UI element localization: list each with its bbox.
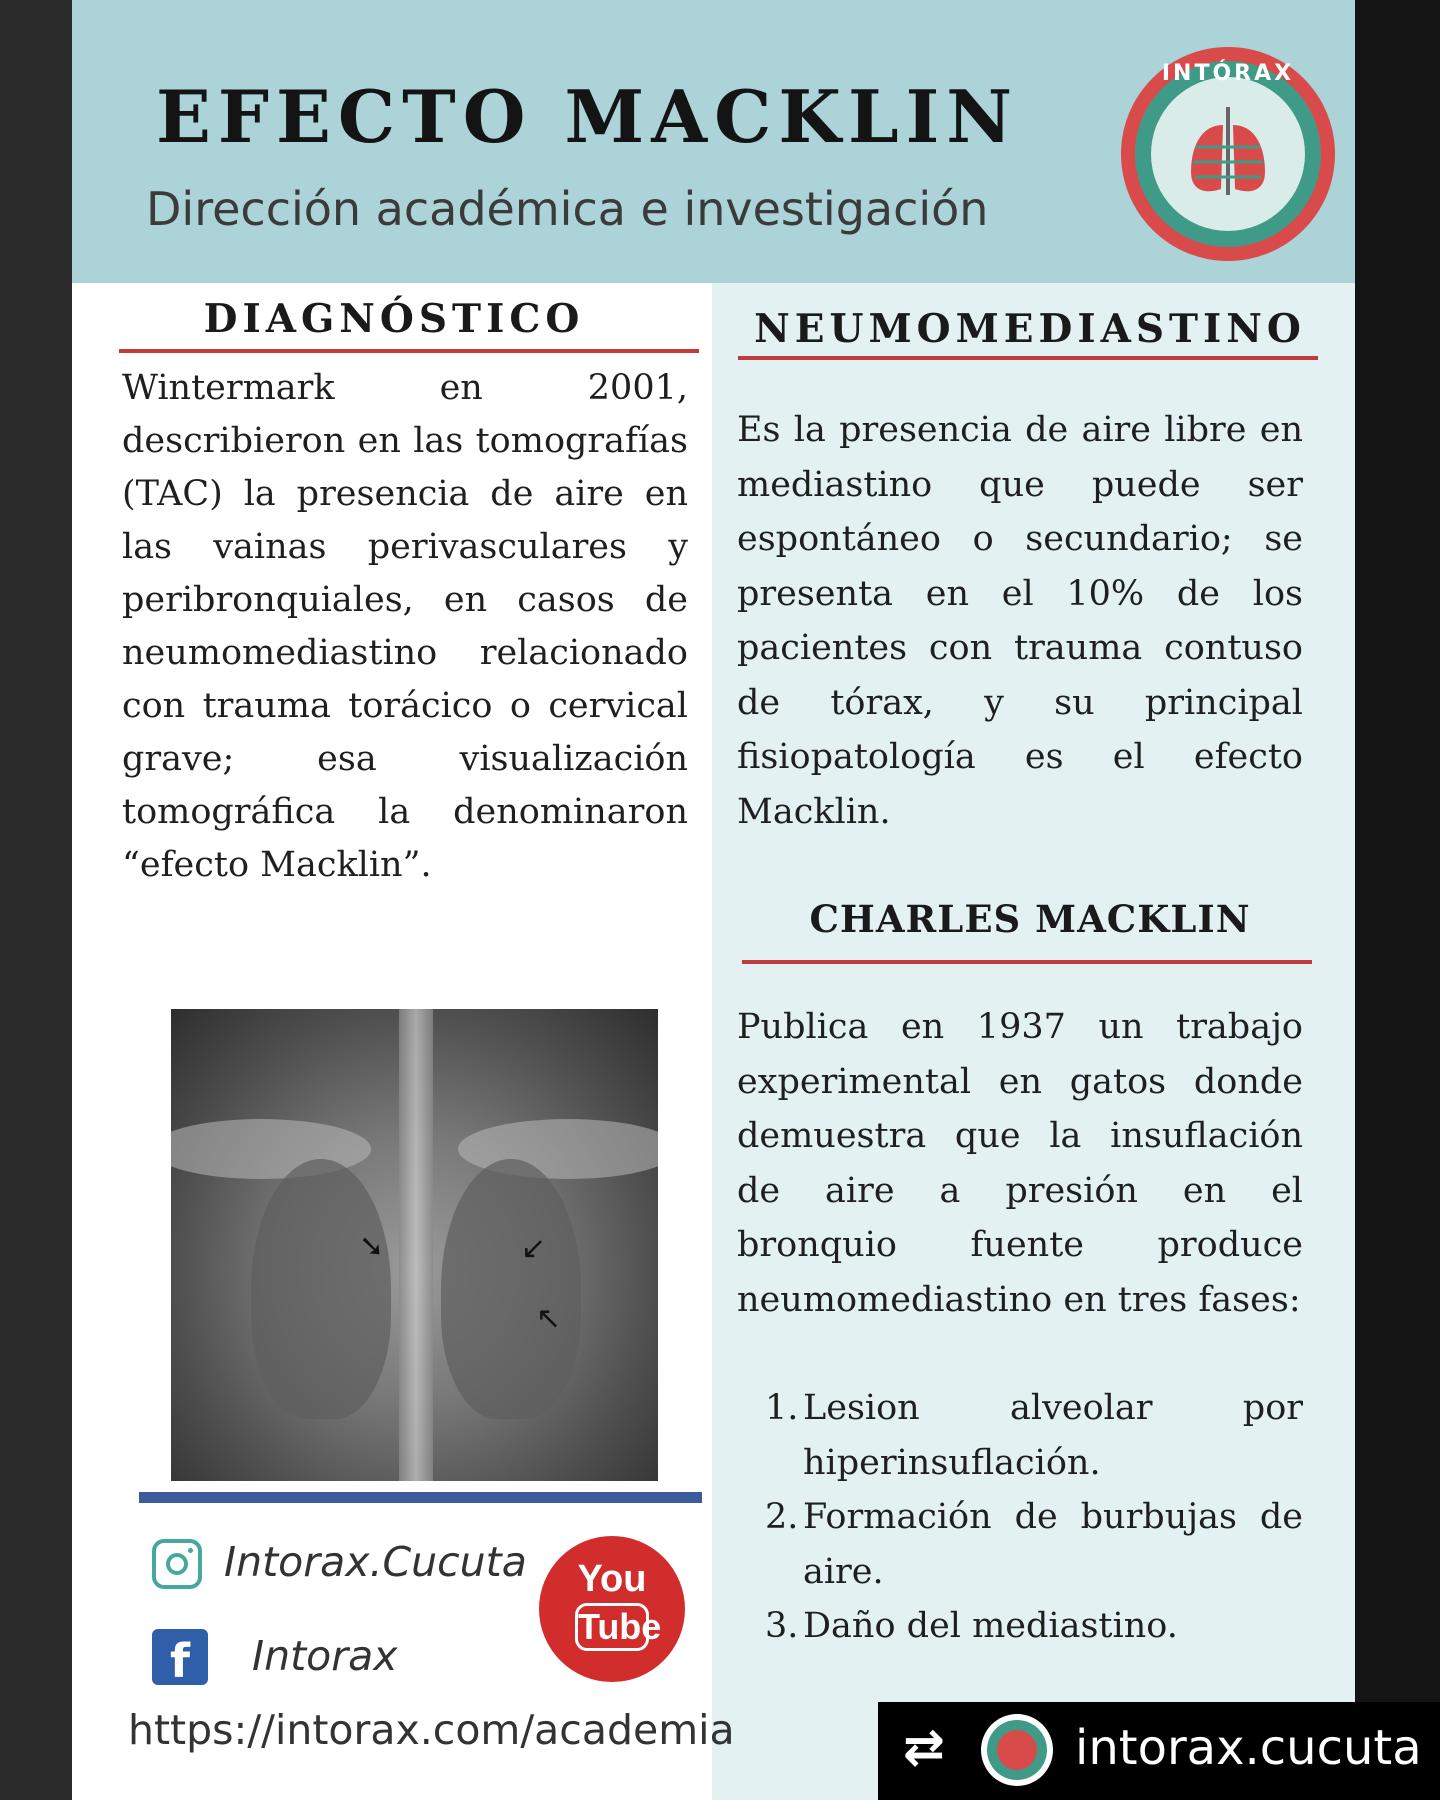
phase-3-text: Daño del mediastino. [803,1606,1178,1646]
charles-macklin-rule [742,960,1312,964]
diagnostico-text: Wintermark en 2001, describieron en las tomografías (TAC) la presencia de aire en las vainas perivasculares y peribronquiales, en casos de neumomediastino relacionado con trauma torácico o cervical grave; esa visualización tomográfica la denominaron “efecto Macklin”. [122,368,688,885]
phase-2-text: Formación de burbujas de aire. [803,1497,1303,1592]
instagram-dot [188,1548,193,1553]
background-left-edge [0,0,72,1800]
chest-xray-image [171,1009,658,1481]
charles-macklin-heading: CHARLES MACKLIN [809,897,1251,941]
logo-label: INTÓRAX [1161,61,1295,86]
xray-arrow-icon: ➘ [359,1229,385,1264]
youtube-tube-text: Tube [575,1603,649,1651]
xray-right-lung [441,1159,581,1419]
diagnostico-heading: DIAGNÓSTICO [203,296,585,342]
background-right-edge [1355,0,1440,1800]
youtube-you-text: You [577,1558,647,1600]
facebook-handle[interactable]: Intorax [252,1632,398,1680]
facebook-icon[interactable]: f [152,1629,208,1685]
phase-2-number: 2. [765,1497,799,1537]
repost-icon: ⇄ [903,1718,945,1776]
neumomediastino-heading: NEUMOMEDIASTINO [754,306,1306,352]
avatar-core [997,1730,1037,1770]
youtube-icon[interactable] [539,1536,685,1682]
xray-left-lung [251,1159,391,1419]
diagnostico-rule [119,349,699,353]
instagram-handle[interactable]: Intorax.Cucuta [224,1538,527,1586]
academia-url-link[interactable]: https://intorax.com/academia [128,1706,735,1754]
infographic-card [72,0,1355,1800]
charles-macklin-intro: Publica en 1937 un trabajo experimental en gatos donde demuestra que la insuflación de aire a presión en el bronquio fuente produce neumomediastino en tres fases: [737,1007,1303,1320]
intorax-logo [1121,47,1335,261]
repost-username[interactable]: intorax.cucuta [1075,1720,1422,1776]
instagram-icon[interactable] [152,1539,202,1589]
page-subtitle: Dirección académica e investigación [146,182,989,236]
neumomediastino-text: Es la presencia de aire libre en mediastino que puede ser espontáneo o secundario; se presenta en el 10% de los pacientes con trauma contuso de tórax, y su principal fisiopatología es el efecto Macklin. [737,410,1303,832]
neumomediastino-rule [738,356,1318,360]
instagram-lens [166,1553,188,1575]
page-title: EFECTO MACKLIN [156,74,1020,159]
xray-spine [399,1009,433,1481]
avatar [981,1714,1053,1786]
divider-bar [139,1492,702,1503]
phase-1-text: Lesion alveolar por hiperinsuflación. [803,1388,1303,1483]
header-banner [72,0,1355,283]
lungs-icon [1151,77,1305,231]
xray-arrow-icon: ↙ [521,1231,547,1266]
repost-badge[interactable] [878,1702,1440,1800]
phase-1-number: 1. [765,1388,799,1428]
phase-3-number: 3. [765,1606,799,1646]
xray-arrow-icon: ↖ [536,1301,562,1336]
